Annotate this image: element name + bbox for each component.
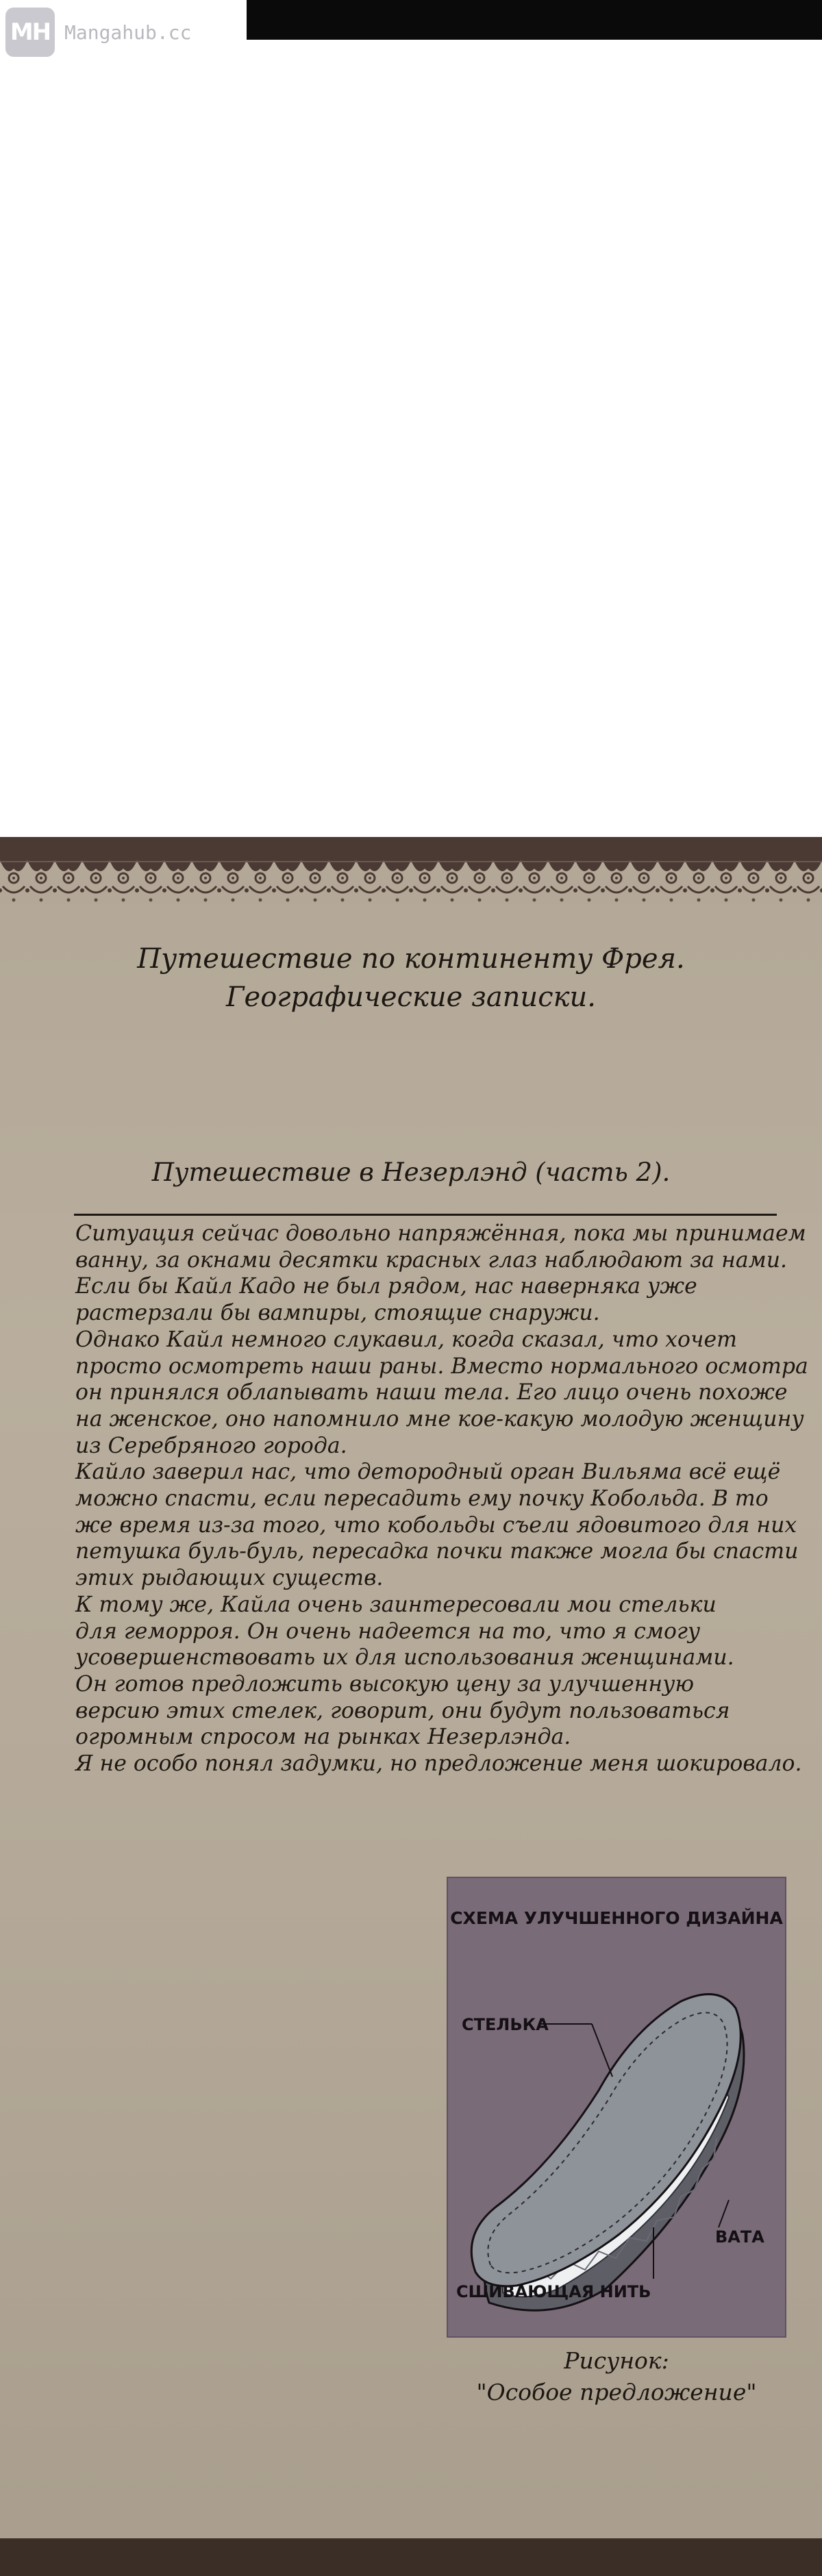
label-insole: СТЕЛЬКА [462, 2015, 549, 2034]
body-line: огромным спросом на рынках Незерлэнда. [75, 1725, 571, 1750]
body-line: просто осмотреть наши раны. Вместо нормального осмотра [75, 1353, 808, 1379]
body-line: Если бы Кайл Кадо не был рядом, нас наверняка уже [75, 1274, 697, 1299]
body-line: из Серебряного города. [75, 1433, 347, 1458]
body-line: Однако Кайл немного слукавил, когда сказал, что хочет [75, 1327, 738, 1352]
body-line: усовершенствовать их для использования женщинами. [75, 1645, 734, 1671]
article-title-line1: Путешествие по континенту Фрея. [137, 943, 685, 975]
label-thread: СШИВАЮЩАЯ НИТЬ [456, 2282, 651, 2301]
watermark [0, 4, 243, 60]
label-padding: ВАТА [715, 2227, 764, 2247]
body-line: Кайло заверил нас, что детородный орган Вильяма всё ещё [75, 1460, 781, 1485]
article-subtitle: Путешествие в Незерлэнд (часть 2). [151, 1158, 671, 1187]
insole-drawing [448, 1878, 786, 2338]
body-line: Он готов предложить высокую цену за улучшенную [75, 1671, 695, 1697]
watermark-logo: MH [5, 8, 55, 57]
illustration-title: СХЕМА УЛУЧШЕННОГО ДИЗАЙНА [450, 1908, 783, 1928]
body-line: К тому же, Кайла очень заинтересовали мои стельки [75, 1592, 717, 1617]
body-line: версию этих стелек, говорит, они будут пользоваться [75, 1698, 730, 1723]
watermark-site: Mangahub.cc [64, 21, 192, 44]
body-line: он принялся облапывать наши тела. Его лицо очень похоже [75, 1380, 788, 1405]
lace-border [0, 837, 822, 905]
article-body [75, 1221, 808, 1777]
body-line: Я не особо понял задумки, но предложение меня шокировало. [75, 1751, 802, 1777]
caption-line1: Рисунок: [564, 2347, 669, 2374]
body-line: растерзали бы вампиры, стоящие снаружи. [75, 1301, 600, 1326]
caption-line2: "Особое предложение" [476, 2379, 757, 2405]
body-line: петушка буль-буль, пересадка почки также могла бы спасти [75, 1539, 799, 1564]
body-line: можно спасти, если пересадить ему почку Кобольда. В то [75, 1486, 769, 1512]
article-title [68, 940, 754, 1016]
figure-caption [445, 2345, 788, 2408]
body-line: на женское, оно напомнило мне кое-какую молодую женщину [75, 1406, 804, 1431]
top-black-bar [247, 0, 822, 40]
body-line: же время из-за того, что кобольды съели ядовитого для них [75, 1512, 797, 1538]
subtitle-rule [74, 1214, 777, 1216]
bottom-band [0, 2538, 822, 2576]
body-line: для геморроя. Он очень надеется на то, что я смогу [75, 1618, 701, 1644]
article-title-line2: Географические записки. [226, 981, 596, 1013]
body-line: ванну, за окнами десятки красных глаз наблюдают за нами. [75, 1247, 788, 1273]
body-line: Ситуация сейчас довольно напряжённая, пока мы принимаем [75, 1221, 806, 1246]
body-line: этих рыдающих существ. [75, 1566, 384, 1591]
insole-illustration [447, 1877, 786, 2338]
